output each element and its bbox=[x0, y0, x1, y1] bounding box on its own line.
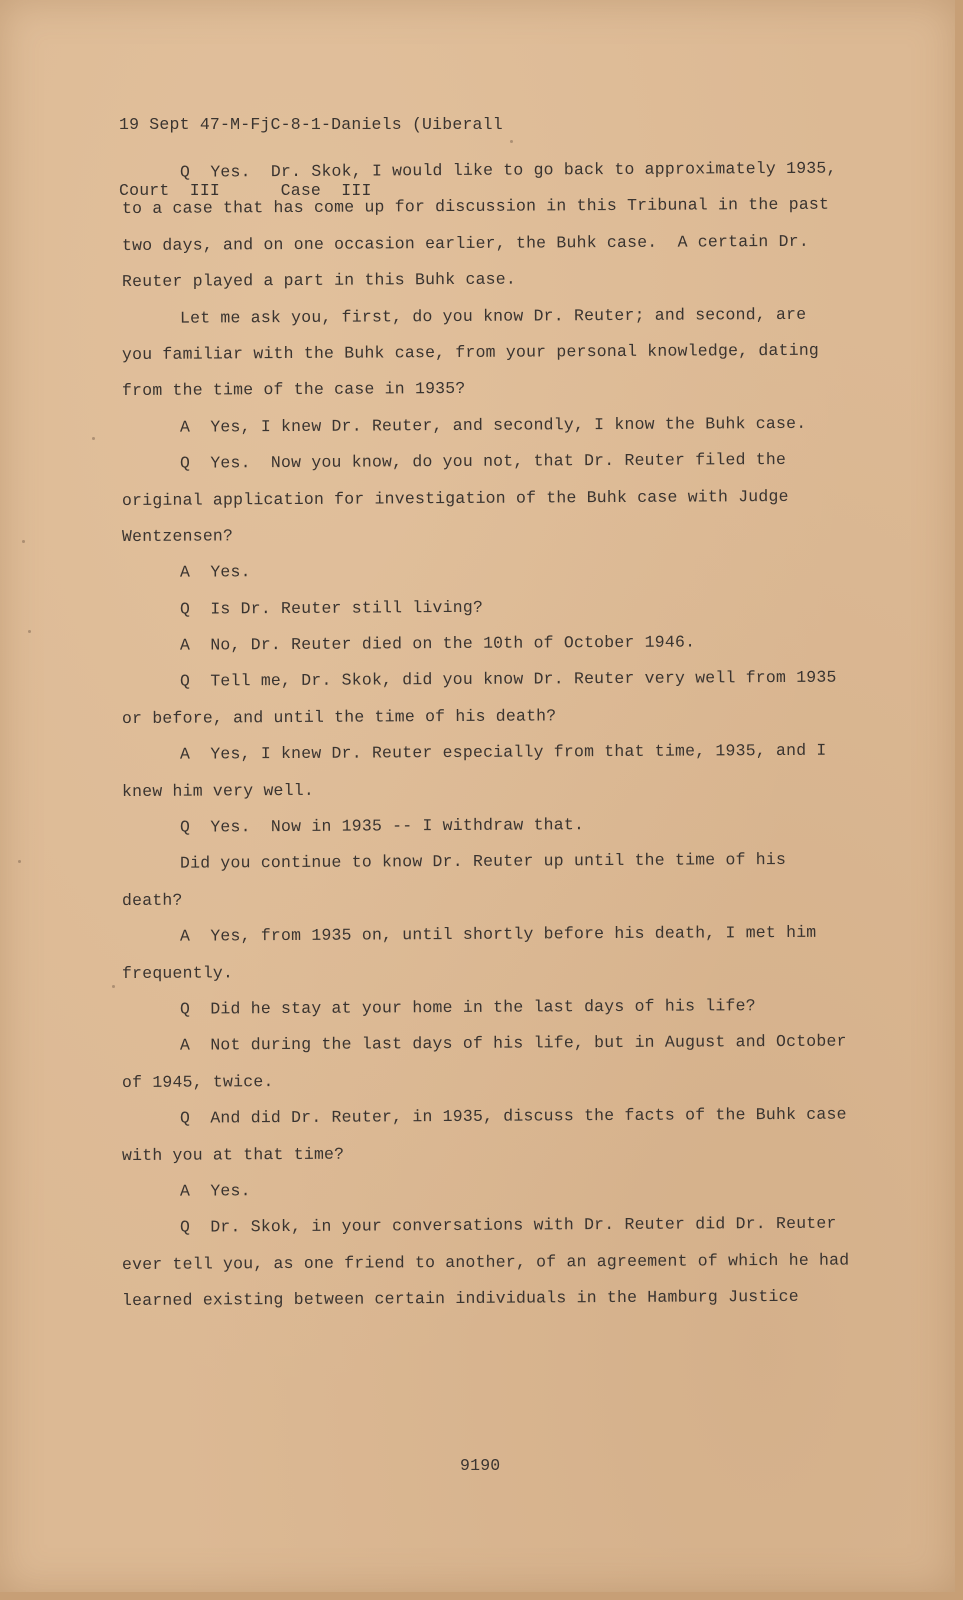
transcript-line: A Yes, from 1935 on, until shortly before his death, I met him bbox=[179, 922, 817, 946]
header-court-case: Court III Case III bbox=[119, 181, 372, 200]
transcript-line: with you at that time? bbox=[121, 1144, 345, 1165]
paper-speck bbox=[22, 540, 25, 543]
paper-speck bbox=[28, 630, 31, 633]
transcript-line: frequently. bbox=[121, 962, 234, 983]
transcript-line: Did you continue to know Dr. Reuter up until the time of his bbox=[179, 850, 787, 874]
transcript-line: A Not during the last days of his life, but in August and October bbox=[179, 1031, 847, 1056]
transcript-line: Q Yes. Now in 1935 -- I withdraw that. bbox=[179, 815, 585, 837]
paper-speck bbox=[510, 140, 513, 143]
paper-speck bbox=[18, 860, 21, 863]
transcript-line: A Yes, I knew Dr. Reuter especially from that time, 1935, and I bbox=[179, 740, 827, 764]
transcript-line: original application for investigation of the Buhk case with Judge bbox=[121, 486, 789, 510]
transcript-line: ever tell you, as one friend to another, of an agreement of which he had bbox=[121, 1250, 850, 1274]
transcript-line: Let me ask you, first, do you know Dr. Reuter; and second, are bbox=[179, 304, 807, 328]
transcript-line: two days, and on one occasion earlier, the Buhk case. A certain Dr. bbox=[121, 231, 809, 255]
transcript-line: Q Did he stay at your home in the last days of his life? bbox=[179, 996, 756, 1019]
transcript-line: A Yes. bbox=[179, 562, 251, 582]
transcript-line: Q Yes. Dr. Skok, I would like to go back to approximately 1935, bbox=[179, 158, 837, 182]
transcript-line: Q Is Dr. Reuter still living? bbox=[179, 597, 484, 619]
transcript-body bbox=[122, 155, 882, 1320]
paper-edge-bottom bbox=[0, 1592, 963, 1600]
transcript-line: Q Dr. Skok, in your conversations with Dr. Reuter did Dr. Reuter bbox=[179, 1213, 837, 1237]
transcript-line: or before, and until the time of his death? bbox=[121, 706, 557, 728]
transcript-line: Q Yes. Now you know, do you not, that Dr. Reuter filed the bbox=[179, 450, 787, 473]
header-transcript-reference: 19 Sept 47-M-FjC-8-1-Daniels (Uiberall bbox=[119, 115, 503, 134]
page-number: 9190 bbox=[460, 1456, 501, 1475]
transcript-line: A Yes, I knew Dr. Reuter, and secondly, I know the Buhk case. bbox=[179, 413, 807, 437]
transcript-line: Wentzensen? bbox=[121, 526, 234, 546]
transcript-line: Reuter played a part in this Buhk case. bbox=[121, 269, 517, 292]
paper-edge-right bbox=[955, 0, 963, 1600]
transcript-line: A No, Dr. Reuter died on the 10th of October 1946. bbox=[179, 632, 696, 655]
transcript-line: of 1945, twice. bbox=[121, 1071, 274, 1092]
transcript-line: A Yes. bbox=[179, 1181, 251, 1201]
transcript-line: knew him very well. bbox=[121, 780, 314, 801]
transcript-line: Q Tell me, Dr. Skok, did you know Dr. Reuter very well from 1935 bbox=[179, 668, 837, 692]
transcript-line: to a case that has come up for discussion in this Tribunal in the past bbox=[121, 195, 830, 219]
transcript-line: learned existing between certain individuals in the Hamburg Justice bbox=[121, 1286, 799, 1311]
transcript-line: from the time of the case in 1935? bbox=[121, 379, 466, 401]
paper-speck bbox=[112, 985, 115, 988]
transcript-line: you familiar with the Buhk case, from your personal knowledge, dating bbox=[121, 340, 820, 364]
paper-speck bbox=[92, 437, 95, 440]
transcript-line: Q And did Dr. Reuter, in 1935, discuss the facts of the Buhk case bbox=[179, 1104, 847, 1128]
transcript-line: death? bbox=[121, 890, 183, 910]
